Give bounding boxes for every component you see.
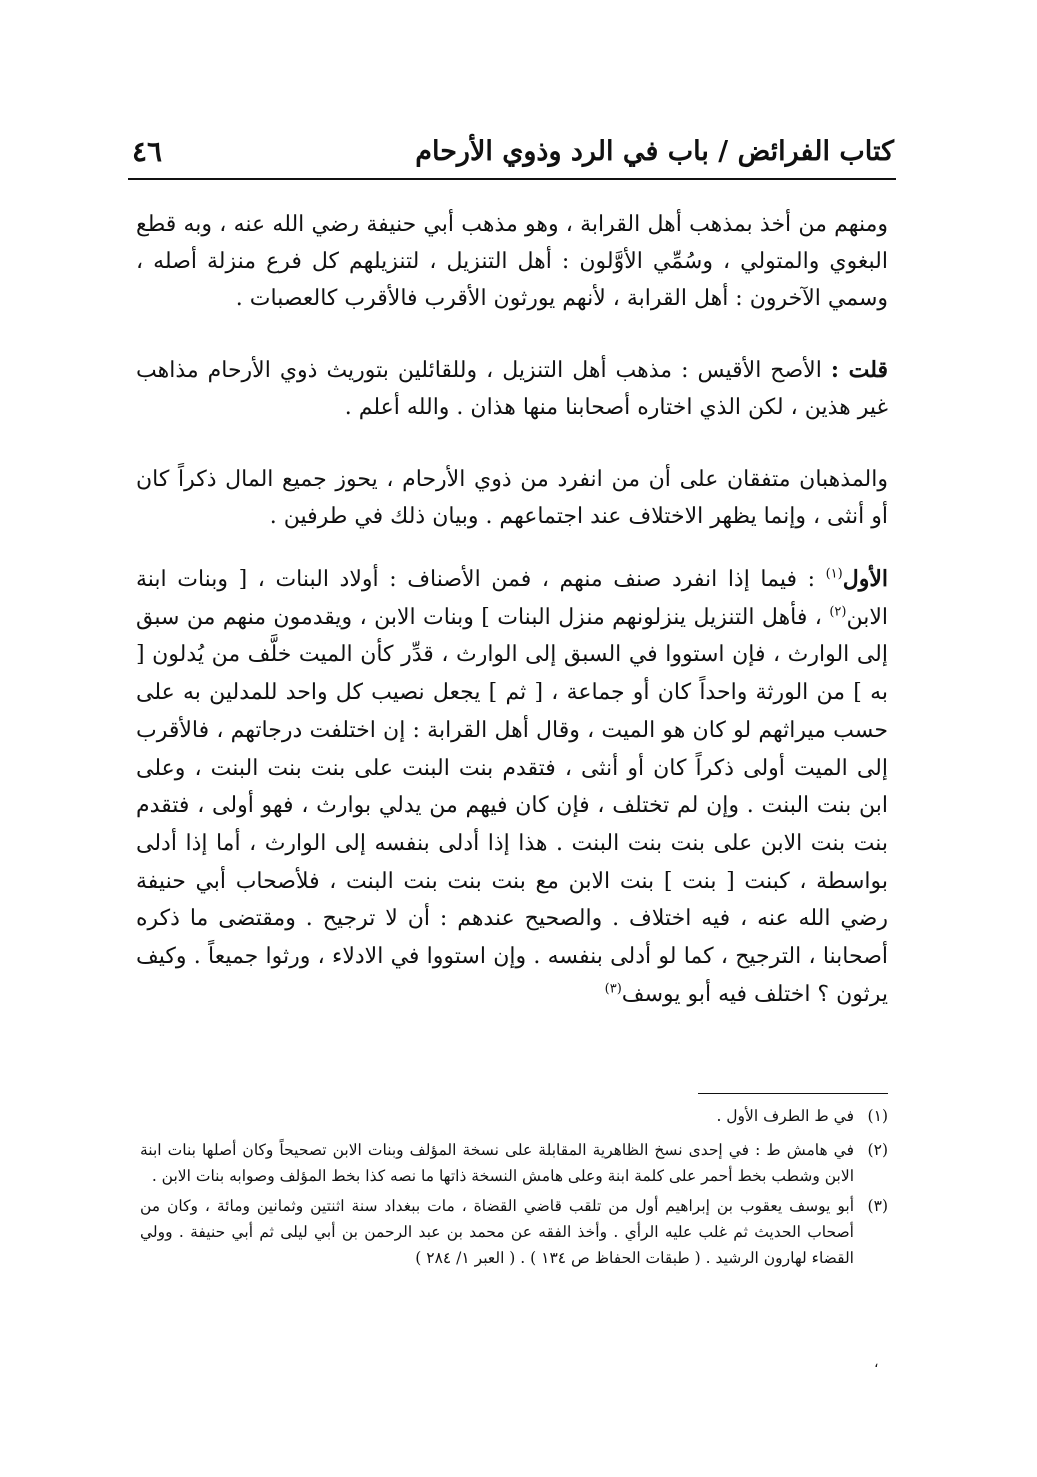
paragraph-2 xyxy=(136,352,888,426)
footnote-number: (٢) xyxy=(867,1141,888,1159)
header-rule xyxy=(128,178,896,180)
footnote-number: (١) xyxy=(867,1107,888,1125)
paragraph-4 xyxy=(136,561,888,1013)
header-title: كتاب الفرائض / باب في الرد وذوي الأرحام xyxy=(415,136,894,167)
corner-mark: ، xyxy=(874,1355,879,1371)
footnote-2 xyxy=(140,1137,888,1189)
footnote-ref-3: (٣) xyxy=(604,981,622,997)
footnote-ref-2: (٢) xyxy=(829,604,847,620)
paragraph-4-text-1: : فيما إذا انفرد صنف منهم ، فمن الأصناف : أولاد البنات ، [ وبنات ابنة الابن xyxy=(136,567,888,630)
footnote-3 xyxy=(140,1193,888,1271)
paragraph-4-text-2: ، فأهل التنزيل ينزلونهم منزل البنات ] وبنات الابن ، ويقدمون منهم من سبق إلى الوارث ، فإن استووا في السبق إلى الوارث ، قدِّر كأن الميت خلَّف من يُدلون [ به ] من الورثة واحداً كان أو جماعة ، [ ثم ] يجعل نصيب كل واحد للمدلين به على حسب ميراثهم لو كان هو الميت ، وقال أهل القرابة : إن اختلفت درجاتهم ، فالأقرب إلى الميت أولى ذكراً كان أو أنثى ، فتقدم بنت البنت على بنت بنت البنت ، وعلى ابن بنت البنت . وإن لم تختلف ، فإن كان فيهم من يدلي بوارث ، فهو أولى ، فتقدم بنت بنت الابن على بنت بنت البنت . هذا إذا أدلى بنفسه إلى الوارث ، أما إذا أدلى بواسطة ، كبنت [ بنت ] بنت الابن مع بنت بنت بنت البنت ، فلأصحاب أبي حنيفة رضي الله عنه ، فيه اختلاف . والصحيح عندهم : أن لا ترجيح . ومقتضى ما ذكره أصحابنا ، الترجيح ، كما لو أدلى بنفسه . وإن استووا في الادلاء ، ورثوا جميعاً . وكيف يرثون ؟ اختلف فيه أبو يوسف xyxy=(136,604,888,1007)
page-number: ٤٦ xyxy=(132,135,163,168)
footnote-text: أبو يوسف يعقوب بن إبراهيم أول من تلقب قاضي القضاة ، مات ببغداد سنة اثنتين وثمانين ومائة ، وكان من أصحاب الحديث ثم غلب عليه الرأي . وأخذ الفقه عن محمد بن عبد الرحمن بن أبي ليلى ثم أبي حنيفة . وولي القضاء لهارون الرشيد . ( طبقات الحفاظ ص ١٣٤ ) . ( العبر ١/ ٢٨٤ ) xyxy=(140,1197,854,1267)
footnote-text: في ط الطرف الأول . xyxy=(716,1107,854,1125)
running-header xyxy=(132,128,894,176)
paragraph-3: والمذهبان متفقان على أن من انفرد من ذوي الأرحام ، يحوز جميع المال ذكراً كان أو أنثى ، وإنما يظهر الاختلاف عند اجتماعهم . وبيان ذلك في طرفين . xyxy=(136,467,888,529)
paragraph-1: ومنهم من أخذ بمذهب أهل القرابة ، وهو مذهب أبي حنيفة رضي الله عنه ، وبه قطع البغوي والمتولي ، وسُمِّي الأوَّلون : أهل التنزيل ، لتنزيلهم كل فرع منزلة أصله ، وسمي الآخرون : أهل القرابة ، لأنهم يورثون الأقرب فالأقرب كالعصبات . xyxy=(136,212,888,311)
footnote-text: في هامش ط : في إحدى نسخ الظاهرية المقابلة على نسخة المؤلف وبنات الابن تصحيحاً وكان أصلها بنات ابنة الابن وشطب بخط أحمر على كلمة ابنة وعلى هامش النسخة ذاتها ما نصه كذا بخط المؤلف وصوابه بنات الابن . xyxy=(140,1141,854,1185)
footnote-number: (٣) xyxy=(867,1197,888,1215)
paragraph-2-lead: قلت : xyxy=(830,357,888,383)
paragraph-2-text: الأصح الأقيس : مذهب أهل التنزيل ، وللقائلين بتوريث ذوي الأرحام مذاهب غير هذين ، لكن الذي اختاره أصحابنا منها هذان . والله أعلم . xyxy=(136,358,888,420)
footnote-ref-1: (١) xyxy=(825,566,843,582)
footnote-1 xyxy=(140,1103,888,1129)
footnotes xyxy=(140,1103,888,1275)
paragraph-4-lead: الأول xyxy=(842,566,888,592)
footnote-rule xyxy=(698,1093,888,1094)
